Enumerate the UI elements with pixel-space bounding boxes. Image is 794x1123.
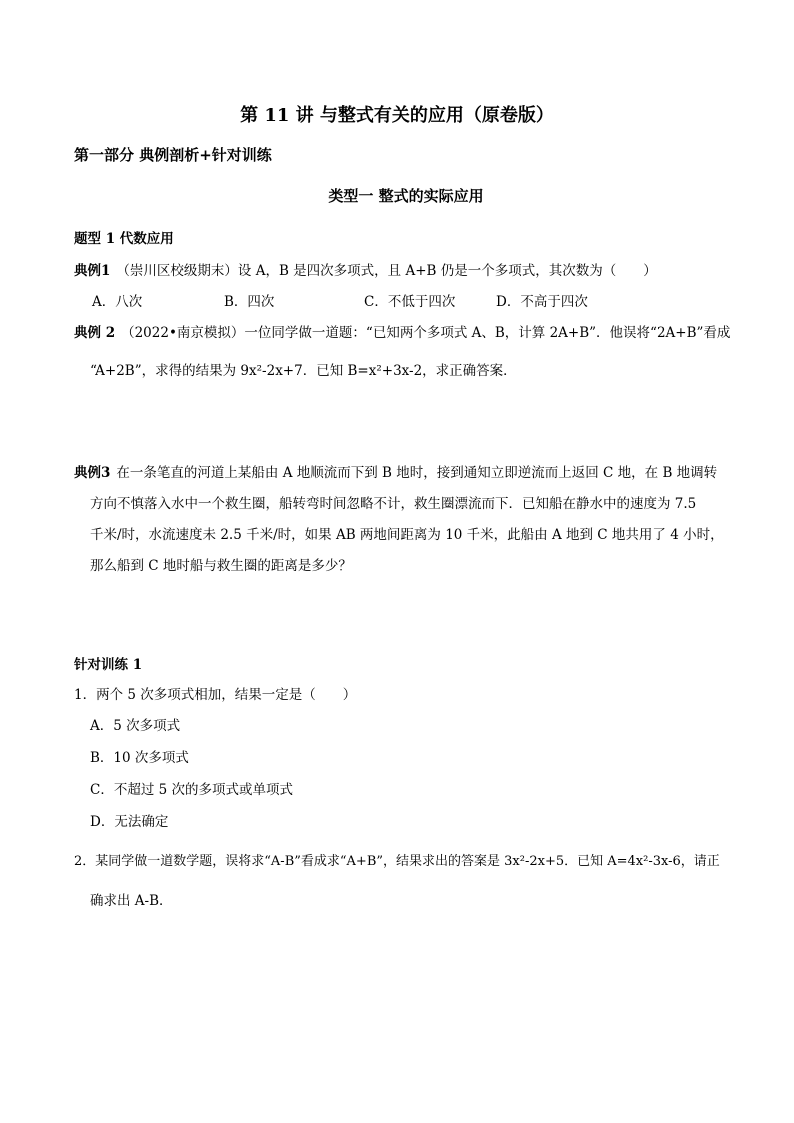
question-1-stem: 1．两个 5 次多项式相加，结果一定是（ ） [74, 687, 357, 703]
option-a: A．八次 [92, 294, 143, 310]
example-3-line-4: 那么船到 C 地时船与救生圈的距离是多少？ [90, 558, 352, 574]
example-1-text: （崇川区校级期末）设 A，B 是四次多项式，且 A+B 仍是一个多项式，其次数为（ ） [116, 263, 657, 279]
question-1-option-a: A．5 次多项式 [90, 718, 181, 734]
question-1-option-d: D．无法确定 [90, 814, 169, 830]
type-heading: 类型一 整式的实际应用 [328, 187, 484, 205]
example-3-text: 在一条笔直的河道上某船由 A 地顺流而下到 B 地时，接到通知立即逆流而上返回 C 地，在 B 地调转 [116, 465, 718, 481]
question-1-option-c: C．不超过 5 次的多项式或单项式 [90, 782, 294, 798]
example-2-label: 典例 2 [74, 325, 116, 341]
example-3-line-3: 千米/时，水流速度未 2.5 千米/时，如果 AB 两地间距离为 10 千米，此船由 A 地到 C 地共用了 4 小时， [90, 527, 724, 543]
option-b: B．四次 [224, 294, 275, 310]
example-1-label: 典例1 [74, 263, 111, 279]
question-1-option-b: B．10 次多项式 [90, 750, 189, 766]
training-heading: 针对训练 1 [74, 657, 143, 673]
option-d: D．不高于四次 [496, 294, 588, 310]
page-title: 第 11 讲 与整式有关的应用（原卷版） [240, 105, 554, 126]
example-3-line-1 [74, 464, 717, 482]
example-2-line-2: “A+2B”，求得的结果为 9x²-2x+7．已知 B=x²+3x-2，求正确答案． [90, 363, 517, 379]
example-2-text: （2022•南京模拟）一位同学做一道题：“已知两个多项式 A、B，计算 2A+B”．他误将“2A+B”看成 [121, 325, 731, 341]
section-heading: 第一部分 典例剖析+针对训练 [74, 146, 272, 164]
question-2-line-2: 确求出 A-B． [90, 893, 173, 909]
topic-heading: 题型 1 代数应用 [74, 231, 174, 247]
example-3-label: 典例3 [74, 465, 111, 481]
example-1 [74, 262, 657, 280]
question-2-line-1: 2．某同学做一道数学题，误将求“A-B”看成求“A+B”，结果求出的答案是 3x²-2x+5．已知 A=4x²-3x-6，请正 [74, 854, 720, 869]
example-3-line-2: 方向不慎落入水中一个救生圈，船转弯时间忽略不计，救生圈漂流而下．已知船在静水中的速度为 7.5 [90, 496, 697, 512]
example-2-line-1 [74, 324, 730, 342]
option-c: C．不低于四次 [364, 294, 456, 310]
